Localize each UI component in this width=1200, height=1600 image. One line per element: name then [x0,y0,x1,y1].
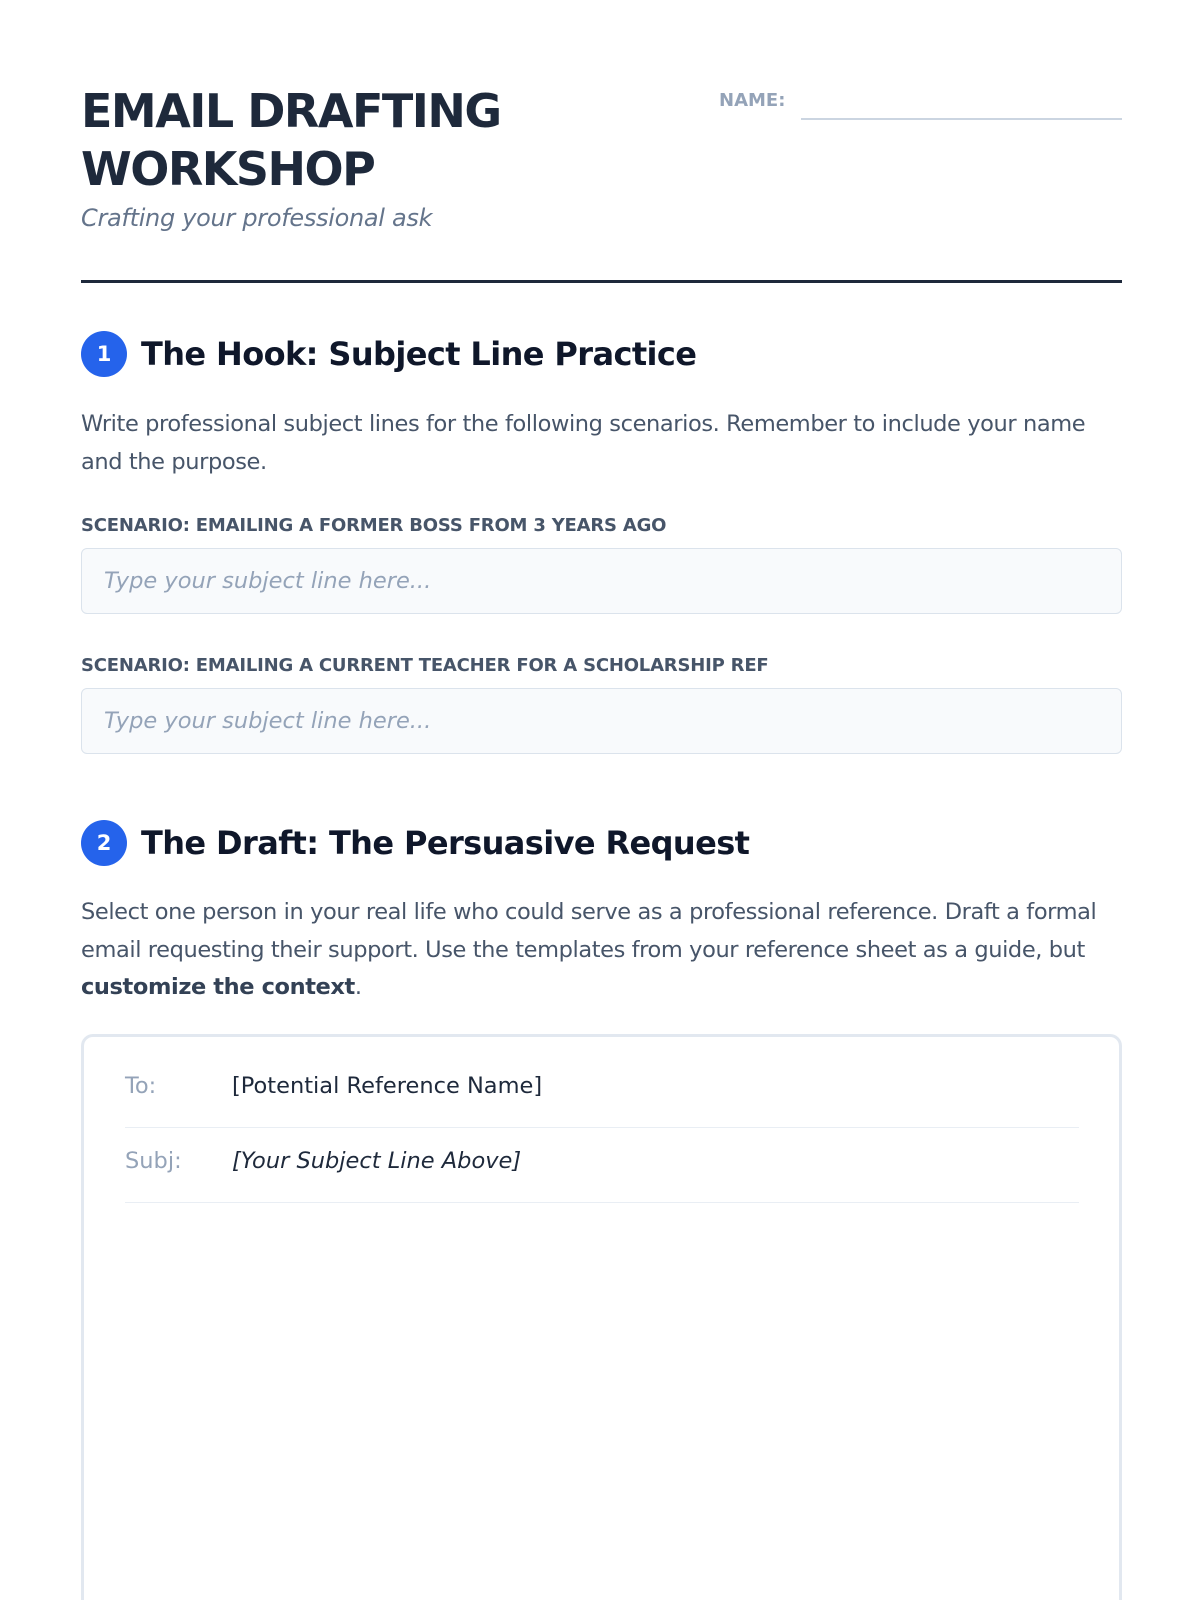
scenario-1-label: SCENARIO: EMAILING A FORMER BOSS FROM 3 YEARS AGO [81,515,667,536]
section-2-instructions-main: Select one person in your real life who could serve as a professional reference. Draft a formal email requesting their support. Use the templates from your reference sheet as a guide, but [81,899,1097,963]
section-1-title: The Hook: Subject Line Practice [141,335,697,373]
worksheet-header [81,82,1122,282]
scenario-2-subject-input[interactable] [81,688,1122,754]
email-subject-label: Subj: [125,1148,182,1174]
email-to-row [125,1053,1079,1128]
email-subject-value[interactable]: [Your Subject Line Above] [232,1148,522,1174]
name-label: NAME: [719,90,786,111]
section-2-instructions [81,894,1122,1007]
email-to-label: To: [125,1073,157,1099]
section-1-number-badge: 1 [81,331,127,377]
section-1-instructions: Write professional subject lines for the following scenarios. Remember to include your name and the purpose. [81,411,1086,475]
header-divider [81,280,1122,283]
title-line-1: EMAIL DRAFTING [81,84,501,138]
title-line-2: WORKSHOP [81,142,375,196]
name-field-line[interactable] [801,118,1122,120]
email-draft-card [81,1034,1122,1600]
section-2-instructions-end: . [354,974,362,1000]
worksheet-page [81,0,1122,1600]
page-subtitle: Crafting your professional ask [81,204,433,232]
email-body-textarea[interactable] [125,1212,1079,1600]
section-1-heading [81,331,1122,379]
scenario-1-subject-input[interactable] [81,548,1122,614]
section-2-title: The Draft: The Persuasive Request [141,824,750,862]
email-to-value[interactable]: [Potential Reference Name] [232,1073,543,1099]
section-2-heading [81,820,1122,868]
section-2-instructions-emphasis: customize the context [81,974,355,1000]
email-subject-row [125,1128,1079,1203]
scenario-2-label: SCENARIO: EMAILING A CURRENT TEACHER FOR A SCHOLARSHIP REF [81,655,769,676]
page-title [81,82,641,198]
section-2-number-badge: 2 [81,820,127,866]
